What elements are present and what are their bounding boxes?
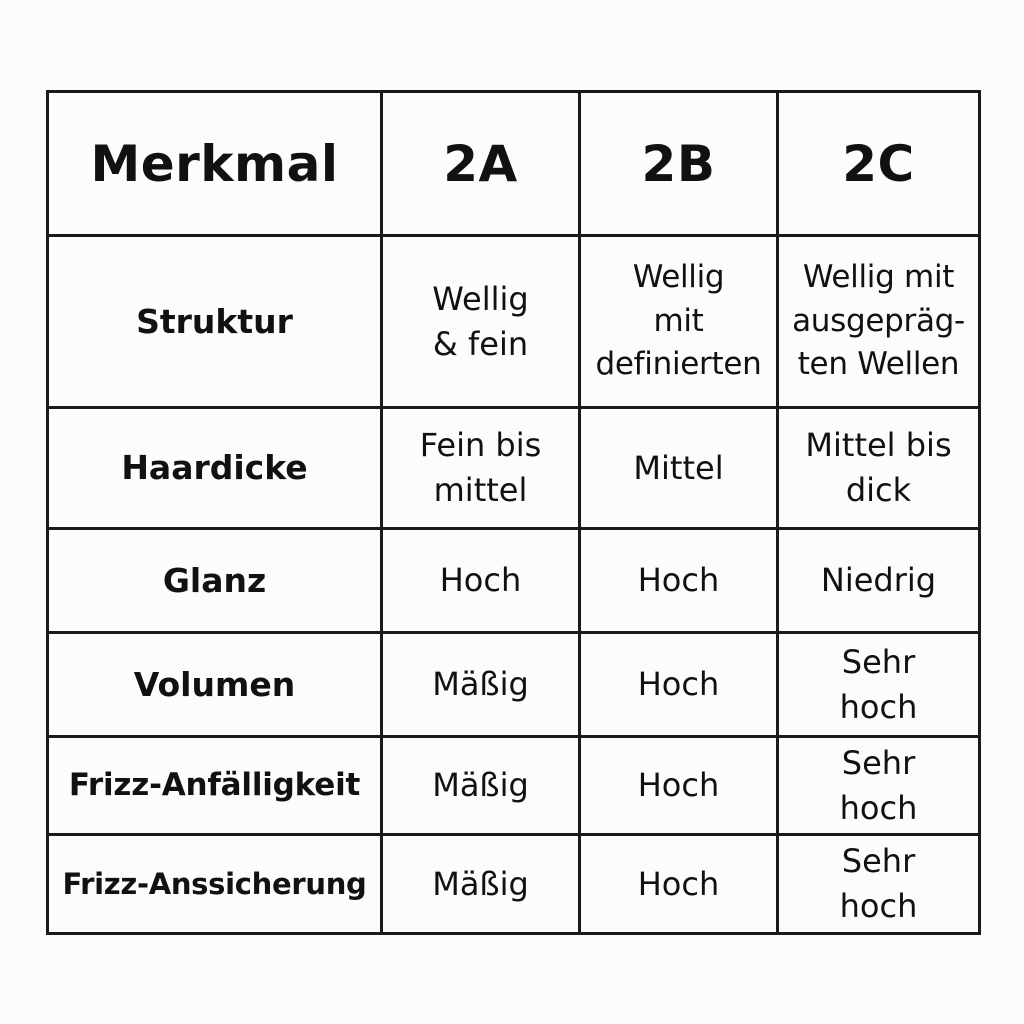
cell-2b: Hoch: [580, 737, 778, 835]
cell-2c: Mittel bis dick: [778, 408, 980, 529]
cell-2c: Sehr hoch: [778, 737, 980, 835]
row-label: Struktur: [48, 236, 382, 408]
cell-2c: Sehr hoch: [778, 835, 980, 934]
cell-2c: Niedrig: [778, 529, 980, 633]
cell-2a: Hoch: [382, 529, 580, 633]
row-label: Glanz: [48, 529, 382, 633]
cell-2a: Fein bis mittel: [382, 408, 580, 529]
header-merkmal: Merkmal: [48, 92, 382, 236]
table-row: [48, 737, 980, 835]
row-label: Frizz-Anfälligkeit: [48, 737, 382, 835]
header-2a: 2A: [382, 92, 580, 236]
row-label: Frizz-Anssicherung: [48, 835, 382, 934]
cell-2b: Hoch: [580, 529, 778, 633]
row-label: Haardicke: [48, 408, 382, 529]
table-row: [48, 236, 980, 408]
row-label: Volumen: [48, 633, 382, 737]
cell-2a: Mäßig: [382, 633, 580, 737]
cell-2b: Mittel: [580, 408, 778, 529]
table-row: [48, 633, 980, 737]
header-2c: 2C: [778, 92, 980, 236]
cell-2c: Sehr hoch: [778, 633, 980, 737]
cell-2b: Hoch: [580, 633, 778, 737]
table-row: [48, 408, 980, 529]
table-row: [48, 835, 980, 934]
cell-2b: Hoch: [580, 835, 778, 934]
comparison-table: [46, 90, 981, 935]
table-header-row: [48, 92, 980, 236]
cell-2c: Wellig mit ausgepräg- ten Wellen: [778, 236, 980, 408]
cell-2a: Mäßig: [382, 737, 580, 835]
cell-2a: Mäßig: [382, 835, 580, 934]
table-row: [48, 529, 980, 633]
cell-2a: Wellig & fein: [382, 236, 580, 408]
cell-2b: Wellig mit definierten: [580, 236, 778, 408]
header-2b: 2B: [580, 92, 778, 236]
